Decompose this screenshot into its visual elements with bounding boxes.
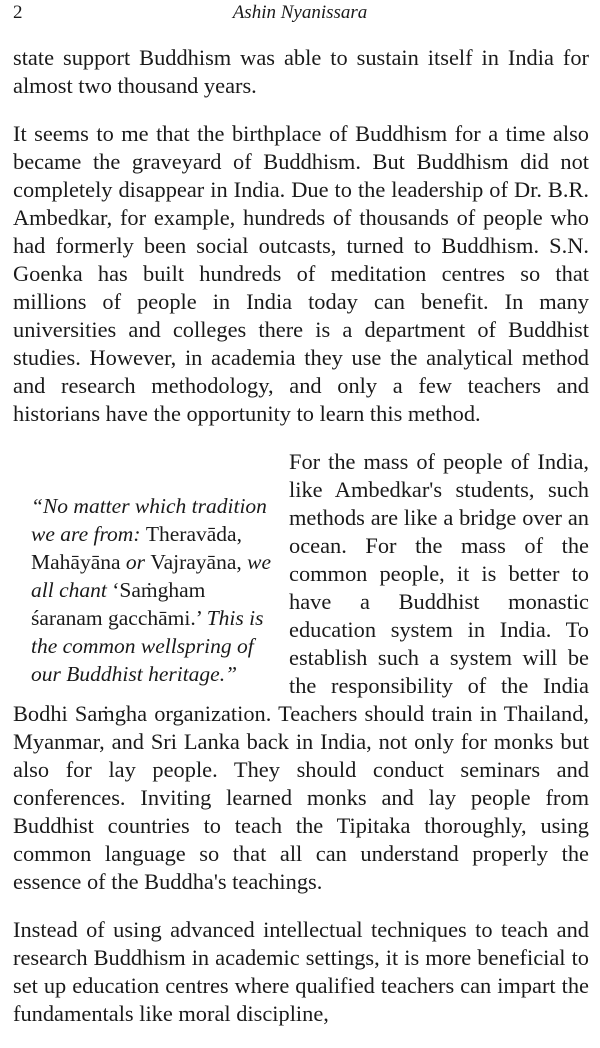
pull-quote bbox=[31, 492, 275, 688]
paragraph-3: For the mass of people of India, like Ambedkar's students, such methods are like a bridge over an ocean. For the mass of the common people, it is better to have a Buddhist monastic education system in India. To establish such a system will be the responsibility of the India Bodhi Saṁgha organization. Teachers should train in Thailand, Myanmar, and Sri Lanka back in India, not only for monks but also for lay people. They should conduct seminars and conferences. Inviting learned monks and lay people from Buddhist countries to teach the Tipitaka thoroughly, using common language so that all can understand properly the essence of the Buddha's teachings. bbox=[13, 449, 589, 894]
page-header bbox=[13, 2, 587, 26]
pull-quote-part-1: “No matter which tradition we are from: bbox=[31, 494, 267, 546]
paragraph-1: state support Buddhism was able to sustain itself in India for almost two thousand years. bbox=[13, 45, 589, 98]
paragraph-2: It seems to me that the birthplace of Buddhism for a time also became the graveyard of Buddhism. But Buddhism did not completely disappear in India. Due to the leadership of Dr. B.R. Ambedkar, for example, hundreds of thousands of people who had formerly been social outcasts, turned to Buddhism. S.N. Goenka has built hundreds of meditation centres so that millions of people in India today can benefit. In many universities and colleges there is a department of Buddhist studies. However, in academia they use the analytical method and research methodology, and only a few teachers and historians have the opportunity to learn this method. bbox=[13, 121, 589, 426]
pull-quote-part-7: This is the common wellspring of our Buddhist heritage.” bbox=[31, 606, 264, 686]
pull-quote-part-4: Vajrayāna, bbox=[150, 550, 248, 574]
pull-quote-part-5: we all chant bbox=[31, 550, 272, 602]
paragraph-4: Instead of using advanced intellectual techniques to teach and research Buddhism in academic settings, it is more beneficial to set up education centres where qualified teachers can impart the fundamentals like moral discipline, bbox=[13, 917, 589, 1026]
pull-quote-part-6: ‘Saṁgham śaranam gacchāmi.’ bbox=[31, 578, 207, 630]
pull-quote-part-2: Theravāda, Mahāyāna bbox=[31, 522, 242, 574]
pull-quote-part-3: or bbox=[125, 550, 151, 574]
page-number: 2 bbox=[13, 2, 23, 23]
running-head: Ashin Nyanissara bbox=[232, 2, 368, 23]
body-text bbox=[13, 44, 589, 1048]
